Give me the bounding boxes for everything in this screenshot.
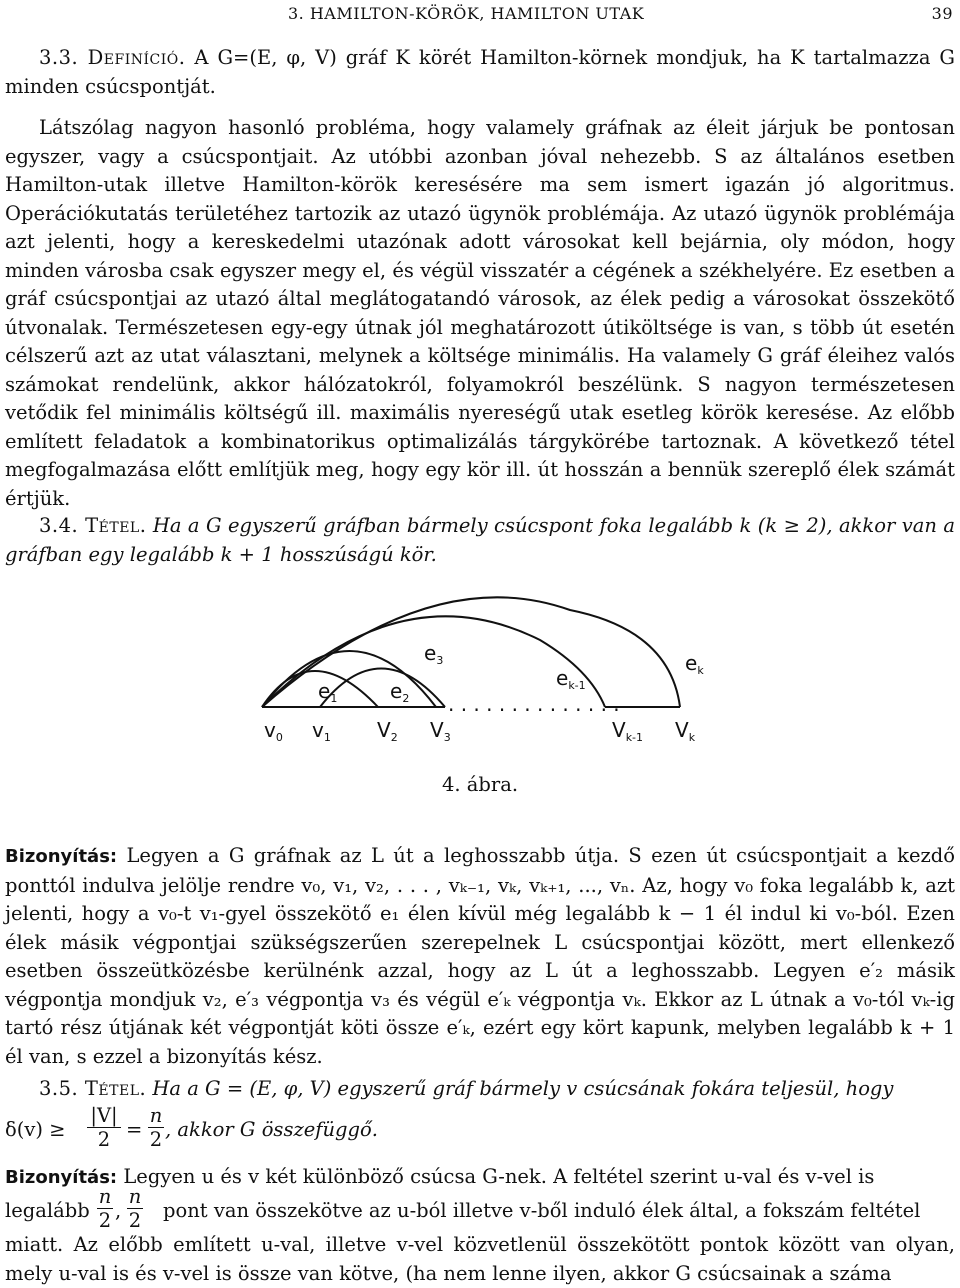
definition-text: A G=(E, φ, V) gráf K körét Hamilton-körnek mondjuk, ha K tartalmazza G minden csúcspontját. xyxy=(5,46,955,98)
edge-label-ek: $e_k$ xyxy=(685,651,704,677)
edge-label-e3: $e_3$ xyxy=(424,641,444,667)
figure-4 xyxy=(250,590,720,750)
proof-2-frac xyxy=(97,1185,113,1232)
proof-2-text-b-pre: legalább xyxy=(5,1199,90,1222)
proof-1-text: Legyen a G gráfnak az L út a leghosszabb útja. S ezen út csúcspontjait a kezdő ponttól indulva jelölje rendre v₀, v₁, v₂, . . . , vₖ₋₁, vₖ, vₖ₊₁, ..., vₙ. Az, hogy v₀ foka legalább k, azt jelenti, hogy a v₀-t v₁-gyel összekötő e₁ élen kívül még legalább k − 1 él indul ki v₀-ból. Ezen élek másik végpontjai szükségszerűen szerepelnek L csúcspontjai között, mert ellenkező esetben összeütközésbe kerülnénk azzal, hogy az L út a leghosszabb. Legyen e′₂ másik végpontja mondjuk v₂, e′₃ végpontja v₃ és végül e′ₖ végpontja vₖ. Ekkor az L útnak a v₀-tól vₖ-ig tartó rész útjának két végpontját köti össze e′ₖ, ezért egy kört kapunk, melyben legalább k + 1 él van, s ezzel a bizonyítás kész. xyxy=(5,844,955,1068)
frac1-num: |V| xyxy=(87,1104,121,1128)
paragraph-1-text: Látszólag nagyon hasonló probléma, hogy valamely gráfnak az éleit járjuk be pontosan egyszer, vagy a csúcspontjait. Az utóbbi azonban jóval nehezebb. S az általános esetben Hamilton-utak illetve Hamilton-körök keresésére ma sem ismert igazán jó algoritmus. Operációkutatás területéhez tartozik az utazó ügynök problémája. Az utazó ügynök problémája azt jelenti, hogy a kereskedelmi utazónak adott városokat kell bejárnia, oly módon, hogy minden városba csak egyszer megy el, és végül visszatér a cégének a székhelyére. Ez esetben a gráf csúcspontjai az utazó által meglátogatandó városok, az élek pedig a városokat összekötő útvonalak. Természetesen egy-egy útnak jól meghatározott útiköltsége is van, s több út esetén célszerű azt az utat választani, melynek a költsége minimális. Ha valamely G gráf éleihez valós számokat rendelünk, akkor hálózatokról, folyamokról beszélünk. S nagyon természetesen vetődik fel minimális költségű ill. maximális nyereségű utak esetleg körök keresése. Az előbb említett feladatok a kombinatorikus optimalizálás tárgykörébe tartoznak. A következő tétel megfogalmazása előtt említjük meg, hogy egy kör ill. út hosszán a bennük szereplő élek számát értjük. xyxy=(5,116,955,510)
proof-label: Bizonyítás: xyxy=(5,846,118,867)
proof-2-frac-den: 2 xyxy=(98,1209,112,1232)
formula-lhs: δ(v) ≥ xyxy=(5,1118,66,1141)
frac2-den: 2 xyxy=(149,1128,163,1151)
theorem-label: 3.4. Tétel. xyxy=(39,514,147,537)
theorem-label: 3.5. Tétel. xyxy=(39,1077,147,1100)
proof-2-text-b-post: pont van összekötve az u-ból illetve v-ből induló élek által, a fokszám feltétel xyxy=(163,1199,921,1222)
page-number: 39 xyxy=(931,4,953,23)
proof-2-line-3 xyxy=(5,1231,955,1288)
theorem-3-5-formula xyxy=(5,1104,955,1154)
paragraph-1 xyxy=(5,114,955,513)
theorem-3-5 xyxy=(5,1075,955,1104)
edge-label-e1: $e_1$ xyxy=(318,679,338,705)
definition-3-3 xyxy=(5,44,955,101)
vertex-label-v3: $V_3$ xyxy=(430,718,451,744)
frac1 xyxy=(87,1104,121,1151)
definition-label: 3.3. Definíció. xyxy=(39,46,186,69)
theorem-3-4 xyxy=(5,512,955,569)
theorem-3-5-text: Ha a G = (E, φ, V) egyszerű gráf bármely v csúcsának fokára teljesül, hogy xyxy=(152,1077,894,1100)
frac1-den: 2 xyxy=(97,1128,111,1151)
proof-2-line-2: legalább $\frac{n}{2}$ , $\frac{n}{2}$ pont van összekötve az u-ból illetve v-ből induló élek által, a fokszám feltétel xyxy=(5,1185,921,1232)
chapter-title: 3. HAMILTON-KÖRÖK, HAMILTON UTAK xyxy=(288,4,645,23)
proof-2-label: Bizonyítás: xyxy=(5,1167,118,1188)
proof-2-frac-b-num: n xyxy=(128,1185,142,1208)
proof-2-frac-b xyxy=(127,1185,143,1232)
edge-e3-arc xyxy=(320,669,445,708)
vertex-label-vk1: $V_{k-1}$ xyxy=(612,718,644,744)
proof-2-frac-b-den: 2 xyxy=(128,1209,142,1232)
theorem-text: Ha a G egyszerű gráfban bármely csúcspont foka legalább k (k ≥ 2), akkor van a gráfban egy legalább k + 1 hosszúságú kör. xyxy=(5,514,955,566)
vertex-label-v2: $V_2$ xyxy=(377,718,398,744)
frac2-num: n xyxy=(149,1104,163,1127)
formula-rest: , akkor G összefüggő. xyxy=(165,1118,378,1141)
running-header xyxy=(5,4,955,28)
proof-2-text-c: miatt. Az előbb említett u-val, illetve v-vel közvetlenül összekötött pontok között van olyan, mely u-val is és v-vel is össze van kötve, (ha nem lenne ilyen, akkor G csúcsainak a száma xyxy=(5,1233,955,1285)
figure-caption: 4. ábra. xyxy=(441,773,519,796)
vertex-label-v0: $v_0$ xyxy=(264,718,283,744)
proof-2-text-a: Legyen u és v két különböző csúcsa G-nek. A feltétel szerint u-val és v-vel is xyxy=(123,1165,875,1188)
proof-1 xyxy=(5,842,955,1071)
frac2 xyxy=(148,1104,164,1151)
formula-eq: = xyxy=(126,1118,143,1141)
vertex-label-vk: $V_k$ xyxy=(675,718,696,744)
vertex-label-v1: $v_1$ xyxy=(312,718,331,744)
edge-label-e2: $e_2$ xyxy=(390,679,410,705)
proof-2-frac-num: n xyxy=(98,1185,112,1208)
path-dots: . . . . . . . . . . . . . . xyxy=(448,692,620,716)
edge-label-ek1: $e_{k-1}$ xyxy=(556,666,586,692)
